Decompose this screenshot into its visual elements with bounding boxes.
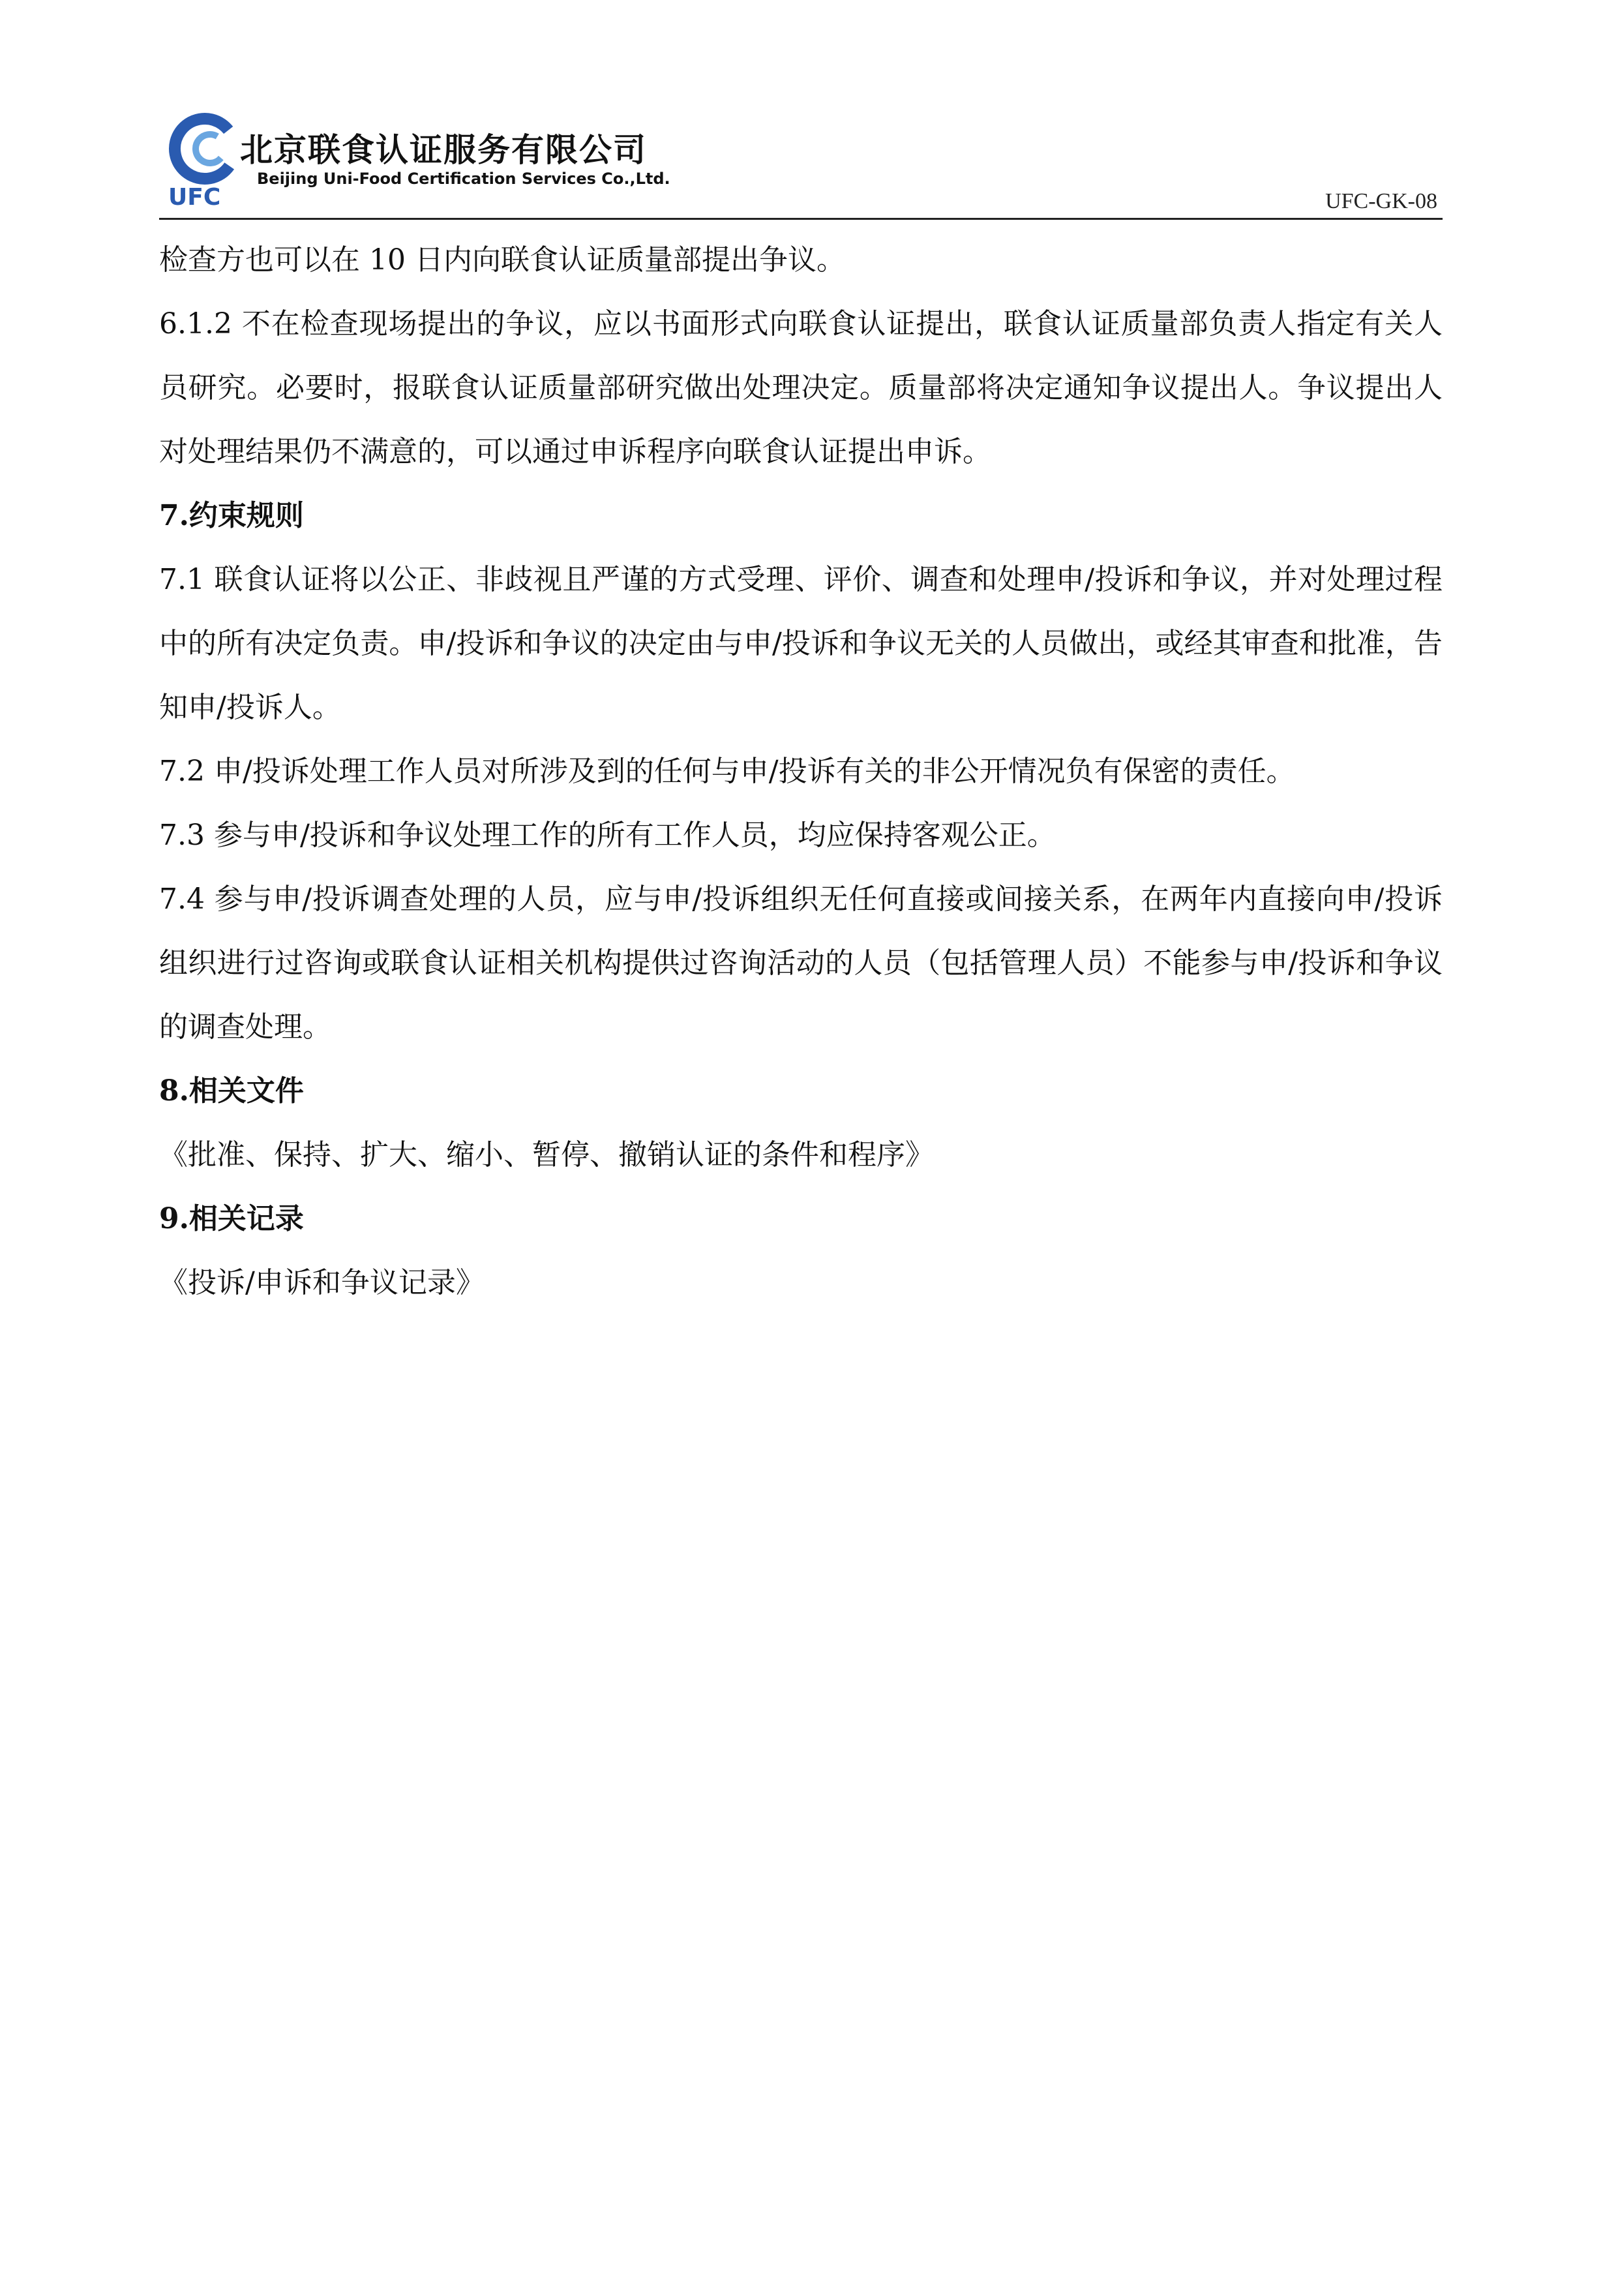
paragraph: 6.1.2 不在检查现场提出的争议，应以书面形式向联食认证提出，联食认证质量部负责人指定有关人员研究。必要时，报联食认证质量部研究做出处理决定。质量部将决定通知争议提出人。争议提出人对处理结果仍不满意的，可以通过申诉程序向联食认证提出申诉。 xyxy=(159,307,1443,468)
document-code: UFC-GK-08 xyxy=(1325,189,1437,213)
section-heading: 8.相关文件 xyxy=(159,1074,304,1108)
header-divider xyxy=(159,218,1443,220)
page-header xyxy=(159,111,1450,222)
section-heading: 7.约束规则 xyxy=(159,499,304,532)
company-name-en: Beijing Uni-Food Certification Services Co.,Ltd. xyxy=(257,170,670,188)
paragraph: 7.4 参与申/投诉调查处理的人员，应与申/投诉组织无任何直接或间接关系，在两年内直接向申/投诉组织进行过咨询或联食认证相关机构提供过咨询活动的人员（包括管理人员）不能参与申/投诉和争议的调查处理。 xyxy=(159,883,1443,1044)
paragraph: 检查方也可以在 10 日内向联食认证质量部提出争议。 xyxy=(159,243,845,277)
paragraph: 7.2 申/投诉处理工作人员对所涉及到的任何与申/投诉有关的非公开情况负有保密的责任。 xyxy=(159,755,1295,788)
section-heading: 9.相关记录 xyxy=(159,1202,304,1235)
company-name-cn: 北京联食认证服务有限公司 xyxy=(240,131,647,169)
document-body xyxy=(159,228,1443,1315)
paragraph: 《投诉/申诉和争议记录》 xyxy=(159,1266,485,1299)
ufc-logo-icon xyxy=(159,111,250,209)
paragraph: 《批准、保持、扩大、缩小、暂停、撤销认证的条件和程序》 xyxy=(159,1138,934,1171)
logo-text: UFC xyxy=(168,184,221,209)
paragraph: 7.1 联食认证将以公正、非歧视且严谨的方式受理、评价、调查和处理申/投诉和争议，并对处理过程中的所有决定负责。申/投诉和争议的决定由与申/投诉和争议无关的人员做出，或经其审查和批准，告知申/投诉人。 xyxy=(159,563,1443,724)
paragraph: 7.3 参与申/投诉和争议处理工作的所有工作人员，均应保持客观公正。 xyxy=(159,819,1056,852)
